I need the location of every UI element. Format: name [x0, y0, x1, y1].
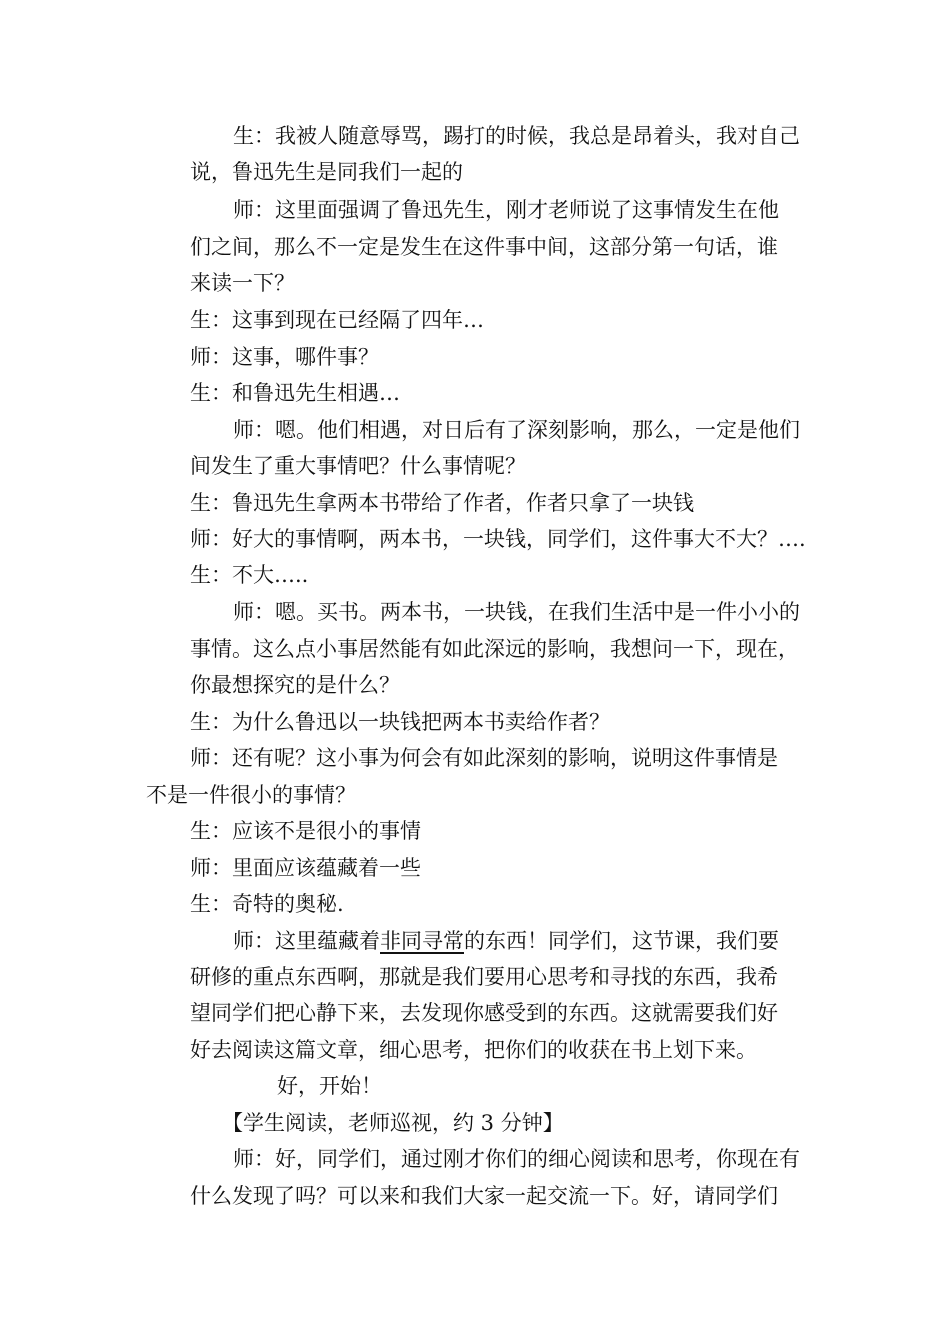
text-line: 生：鲁迅先生拿两本书带给了作者，作者只拿了一块钱 [190, 491, 694, 515]
text-line: 生：奇特的奥秘. [190, 892, 344, 916]
text-line: 生：我被人随意辱骂，踢打的时候，我总是昂着头，我对自己 [233, 124, 800, 148]
text-line: 什么发现了吗？可以来和我们大家一起交流一下。好，请同学们 [190, 1184, 778, 1208]
text-line: 生：这事到现在已经隔了四年… [190, 308, 484, 332]
text-line: 不是一件很小的事情？ [146, 783, 356, 807]
underlined-phrase: 非同寻常 [380, 929, 464, 953]
text-line: 生：和鲁迅先生相遇… [190, 381, 400, 405]
text-line: 们之间，那么不一定是发生在这件事中间，这部分第一句话，谁 [190, 235, 778, 259]
text-line: 来读一下？ [190, 271, 295, 295]
text-line: 生：为什么鲁迅以一块钱把两本书卖给作者？ [190, 710, 610, 734]
text-line: 师：嗯。买书。两本书，一块钱，在我们生活中是一件小小的 [233, 600, 800, 624]
text-line: 事情。这么点小事居然能有如此深远的影响，我想问一下，现在， [190, 637, 799, 661]
text-line: 师：好，同学们，通过刚才你们的细心阅读和思考，你现在有 [233, 1147, 800, 1171]
text-line: 望同学们把心静下来，去发现你感受到的东西。这就需要我们好 [190, 1001, 778, 1025]
text-line: 研修的重点东西啊，那就是我们要用心思考和寻找的东西，我希 [190, 965, 778, 989]
text-line [233, 927, 779, 955]
text-line: 师：嗯。他们相遇，对日后有了深刻影响，那么，一定是他们 [233, 418, 800, 442]
text-line: 你最想探究的是什么？ [190, 673, 400, 697]
text-segment: 师：这里蕴藏着 [233, 929, 380, 953]
text-line: 间发生了重大事情吧？什么事情呢？ [190, 454, 526, 478]
text-line: 说，鲁迅先生是同我们一起的 [190, 160, 463, 184]
text-line: 师：还有呢？这小事为何会有如此深刻的影响，说明这件事情是 [190, 746, 778, 770]
text-segment: 的东西！同学们，这节课，我们要 [464, 929, 779, 953]
text-line: 好去阅读这篇文章，细心思考，把你们的收获在书上划下来。 [190, 1038, 757, 1062]
text-line: 生：不大….. [190, 563, 309, 587]
text-line: 师：这事，哪件事？ [190, 345, 379, 369]
text-line: 师：里面应该蕴藏着一些 [190, 856, 421, 880]
text-line: 【学生阅读，老师巡视，约 3 分钟】 [222, 1111, 564, 1135]
text-line: 师：好大的事情啊，两本书，一块钱，同学们，这件事大不大？…. [190, 527, 806, 551]
text-line: 好，开始！ [277, 1074, 382, 1098]
text-line: 师：这里面强调了鲁迅先生，刚才老师说了这事情发生在他 [233, 198, 779, 222]
text-line: 生：应该不是很小的事情 [190, 819, 421, 843]
